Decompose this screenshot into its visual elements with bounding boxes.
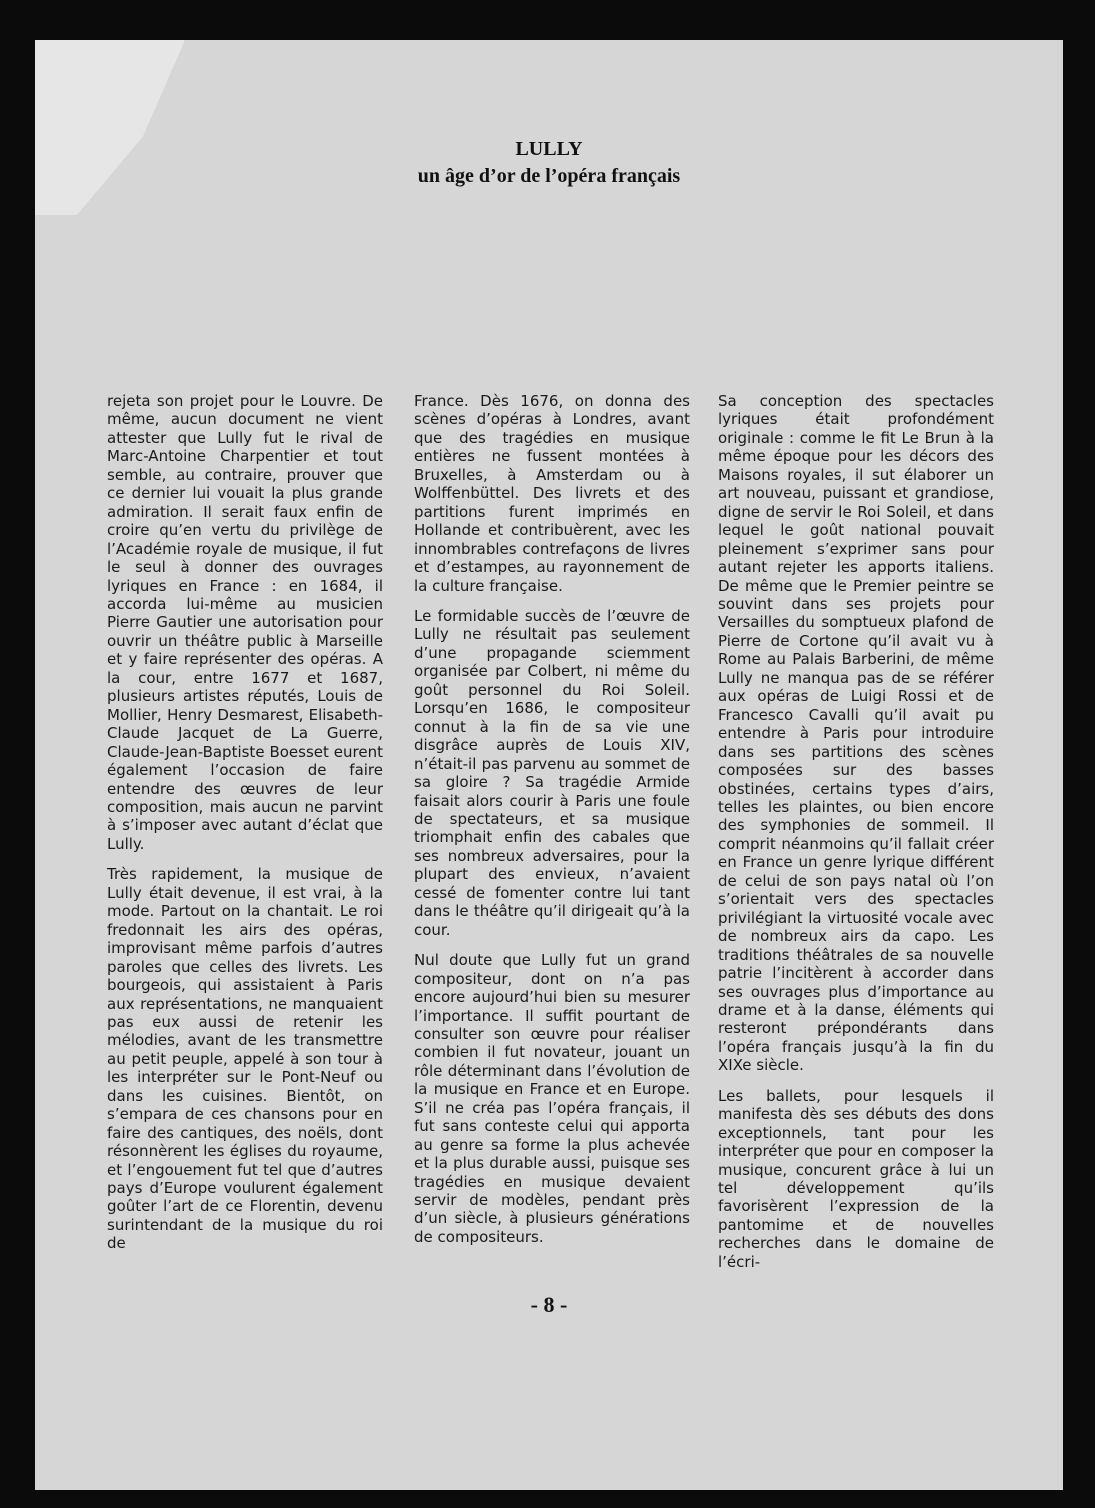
paragraph: Le formidable succès de l’œuvre de Lully ne résultait pas seulement d’une propagande sciemment organisée par Colbert, ni même du goût personnel du Roi Soleil. Lorsqu’en 1686, le compositeur connut à la fin de sa vie une disgrâce auprès de Louis XIV, n’était-il pas parvenu au sommet de sa gloire ? Sa tragédie Armide faisait alors courir à Paris une foule de spectateurs, et sa musique triomphait enfin des cabales que ses nombreux adversaires, pour la plupart des envieux, n’avaient cessé de fomenter contre lui tant dans le théâtre qu’il dirigeait qu’à la cour. (414, 606, 690, 939)
paragraph: Très rapidement, la musique de Lully était devenue, il est vrai, à la mode. Partout on la chantait. Le roi fredonnait les airs des opéras, improvisant même parfois d’autres paroles que celles des livrets. Les bourgeois, qui assistaient à Paris aux représentations, ne manquaient pas eux aussi de retenir les mélodies, avant de les transmettre au petit peuple, appelé à son tour à les interpréter sur le Pont-Neuf ou dans les cuisines. Bientôt, on s’empara de ces chansons pour en faire des cantiques, des noëls, dont résonnèrent les églises du royaume, et l’engouement fut tel que d’autres pays d’Europe voulurent également goûter l’art de ce Florentin, devenu surintendant de la musique du roi de (107, 865, 383, 1253)
paragraph: Sa conception des spectacles lyriques était profondément originale : comme le fit Le Brun à la même époque pour les décors des Maisons royales, il sut élaborer un art nouveau, puissant et grandiose, digne de servir le Roi Soleil, et dans lequel le goût national pouvait pleinement s’exprimer sans pour autant rejeter les apports italiens. De même que le Premier peintre se souvint dans ses projets pour Versailles du somptueux plafond de Pierre de Cortone qu’il avait vu à Rome au Palais Barberini, de même Lully ne manqua pas de se référer aux opéras de Luigi Rossi et de Francesco Cavalli qu’il avait pu entendre à Paris pour introduire dans ses partitions des scènes composées sur des basses obstinées, certains types d’airs, telles les plaintes, ou bien encore des symphonies de sommeil. Il comprit néanmoins qu’il fallait créer en France un genre lyrique différent de celui de son pays natal où l’on s’orientait vers des spectacles privilégiant la virtuosité vocale avec de nombreux airs da capo. Les traditions théâtrales de sa nouvelle patrie l’incitèrent à accorder dans ses ouvrages plus d’importance au drame et à la danse, éléments qui resteront prépondérants dans l’opéra français jusqu’à la fin du XIXe siècle. (718, 392, 994, 1075)
text-column-1 (107, 392, 383, 1265)
text-column-2 (414, 392, 690, 1258)
document-page (35, 40, 1063, 1490)
page-title: LULLY (515, 138, 583, 160)
title-block (35, 136, 1063, 190)
paragraph: Nul doute que Lully fut un grand compositeur, dont on n’a pas encore aujourd’hui bien su mesurer l’importance. Il suffit pourtant de consulter son œuvre pour réaliser combien il fut novateur, jouant un rôle déterminant dans l’évolution de la musique en France et en Europe. S’il ne créa pas l’opéra français, il fut sans conteste celui qui apporta au genre sa forme la plus achevée et la plus durable aussi, puisque ses tragédies en musique devaient servir de modèles, pendant près d’un siècle, à plusieurs générations de compositeurs. (414, 951, 690, 1246)
paragraph: rejeta son projet pour le Louvre. De même, aucun document ne vient attester que Lully fut le rival de Marc-Antoine Charpentier et tout semble, au contraire, prouver que ce dernier lui vouait la plus grande admiration. Il serait faux enfin de croire qu’en vertu du privilège de l’Académie royale de musique, il fut le seul à donner des ouvrages lyriques en France : en 1684, il accorda lui-même au musicien Pierre Gautier une autorisation pour ouvrir un théâtre public à Marseille et y faire représenter des opéras. A la cour, entre 1677 et 1687, plusieurs artistes réputés, Louis de Mollier, Henry Desmarest, Elisabeth-Claude Jacquet de La Guerre, Claude-Jean-Baptiste Boesset eurent également l’occasion de faire entendre des œuvres de leur composition, mais aucun ne parvint à s’imposer avec autant d’éclat que Lully. (107, 392, 383, 853)
paragraph: Les ballets, pour lesquels il manifesta dès ses débuts des dons exceptionnels, tant pour les interpréter que pour en composer la musique, concurent grâce à lui un tel développement qu’ils favorisèrent l’expression de la pantomime et de nouvelles recherches dans le domaine de l’écri- (718, 1086, 994, 1271)
page-subtitle: un âge d’or de l’opéra français (417, 165, 681, 187)
text-column-3 (718, 392, 994, 1283)
paragraph: France. Dès 1676, on donna des scènes d’opéras à Londres, avant que des tragédies en musique entières ne fussent montées à Bruxelles, à Amsterdam ou à Wolffenbüttel. Des livrets et des partitions furent imprimés en Hollande et contribuèrent, avec les innombrables contrefaçons de livres et d’estampes, au rayonnement de la culture française. (414, 392, 690, 595)
page-number: - 8 - (530, 1292, 568, 1317)
